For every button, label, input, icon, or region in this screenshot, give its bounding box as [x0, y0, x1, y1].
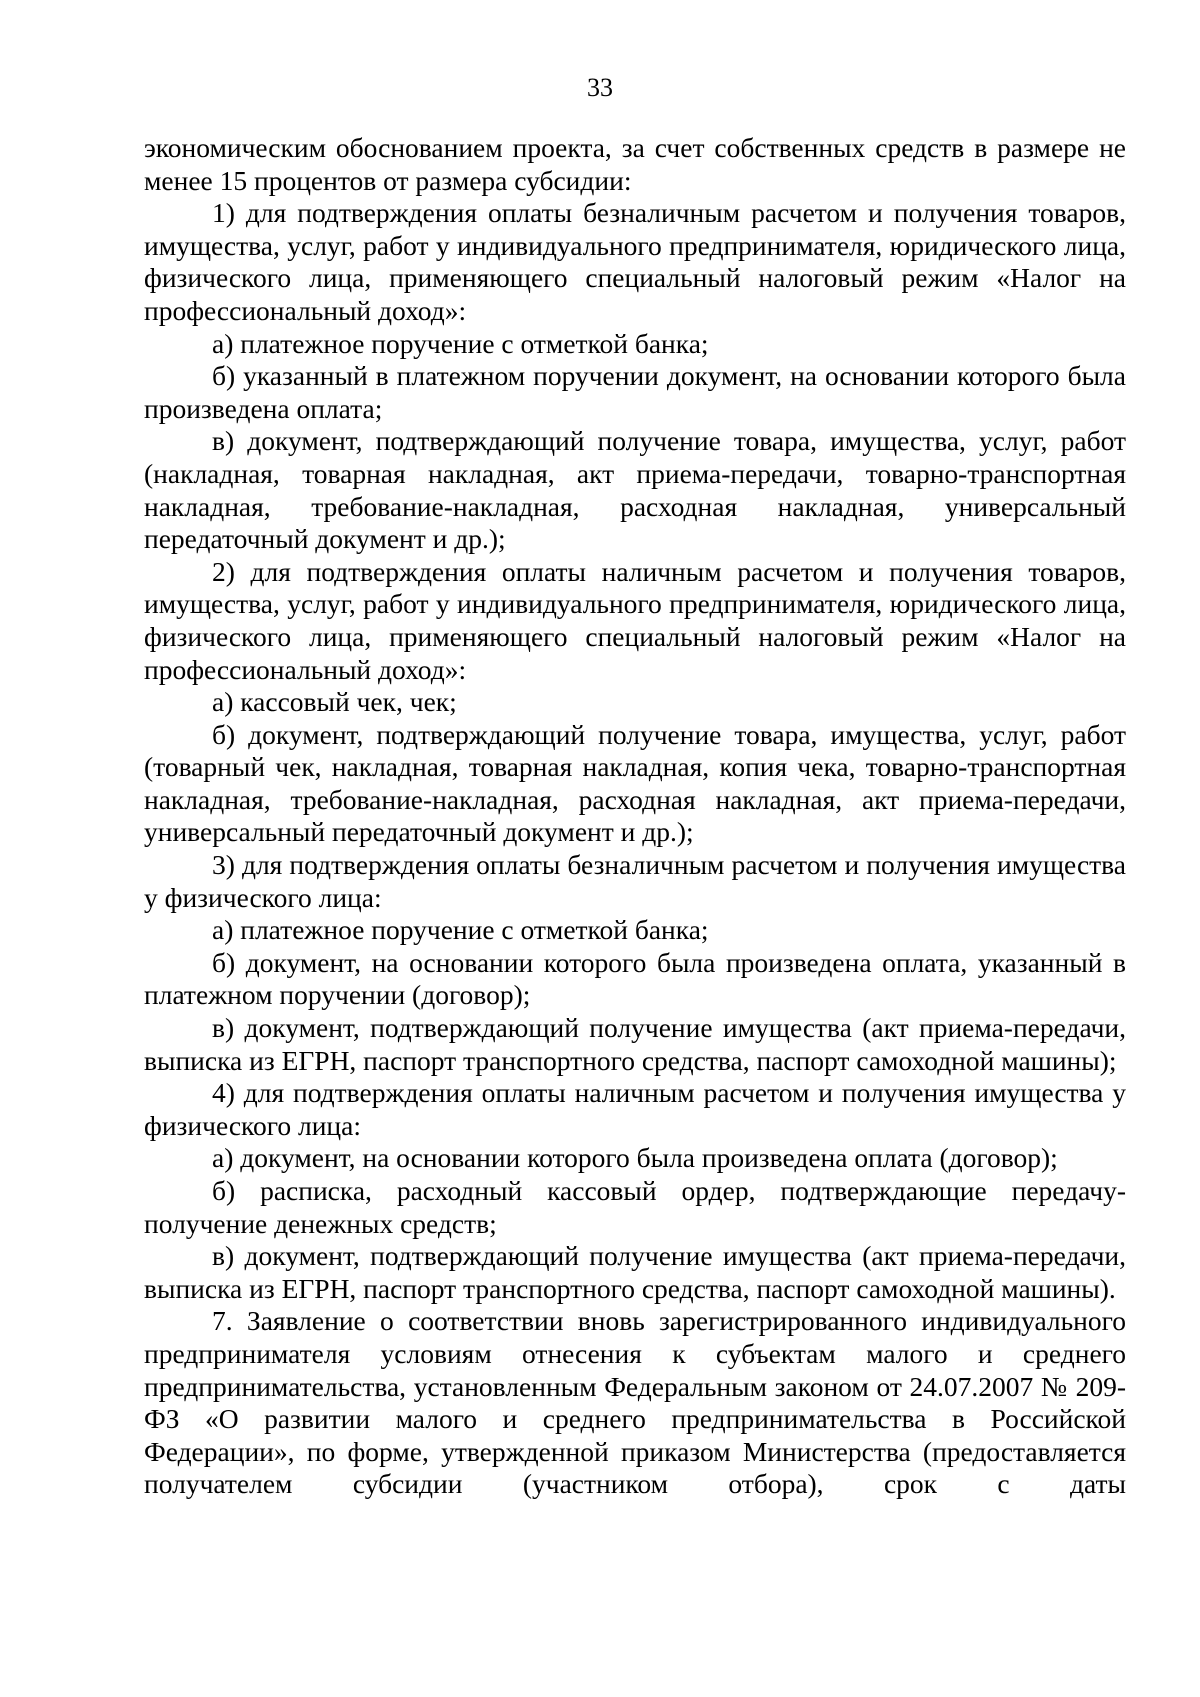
paragraph-item-2: 2) для подтверждения оплаты наличным расчетом и получения товаров, имущества, услуг, работ у индивидуального предпринимателя, юридического лица, физического лица, применяющего специальный налоговый режим «Налог на профессиональный доход»: — [144, 555, 1126, 685]
paragraph-item-3a: а) платежное поручение с отметкой банка; — [212, 914, 709, 946]
paragraph-item-2a: а) кассовый чек, чек; — [212, 686, 457, 718]
paragraph-section-7: 7. Заявление о соответствии вновь зарегистрированного индивидуального предпринимателя условиям отнесения к субъектам малого и среднего предпринимательства, установленным Федеральным законом от 24.07.2007 № 209-ФЗ «О развитии малого и среднего предпринимательства в Российской Федерации», по форме, утвержденной приказом Министерства (предоставляется получателем субсидии (участником отбора), срок с даты — [144, 1305, 1126, 1500]
paragraph-item-4: 4) для подтверждения оплаты наличным расчетом и получения имущества у физического лица: — [144, 1077, 1126, 1141]
paragraph-intro-continuation: экономическим обоснованием проекта, за счет собственных средств в размере не менее 15 процентов от размера субсидии: — [144, 132, 1126, 196]
paragraph-item-3v: в) документ, подтверждающий получение имущества (акт приема-передачи, выписка из ЕГРН, паспорт транспортного средства, паспорт самоходной машины); — [144, 1012, 1126, 1076]
paragraph-item-1b: б) указанный в платежном поручении документ, на основании которого была произведена оплата; — [144, 360, 1126, 424]
page-number: 33 — [587, 73, 613, 102]
paragraph-item-1: 1) для подтверждения оплаты безналичным расчетом и получения товаров, имущества, услуг, работ у индивидуального предпринимателя, юридического лица, физического лица, применяющего специальный налоговый режим «Налог на профессиональный доход»: — [144, 197, 1126, 326]
paragraph-item-4a: а) документ, на основании которого была произведена оплата (договор); — [212, 1142, 1058, 1174]
document-body — [144, 132, 1126, 1501]
paragraph-item-3b: б) документ, на основании которого была произведена оплата, указанный в платежном поручении (договор); — [144, 946, 1126, 1011]
paragraph-item-4b: б) расписка, расходный кассовый ордер, подтверждающие передачу-получение денежных средств; — [144, 1175, 1126, 1239]
paragraph-item-1v: в) документ, подтверждающий получение товара, имущества, услуг, работ (накладная, товарная накладная, акт приема-передачи, товарно-транспортная накладная, требование-накладная, расходная накладная, универсальный передаточный документ и др.); — [144, 425, 1126, 555]
paragraph-item-2b: б) документ, подтверждающий получение товара, имущества, услуг, работ (товарный чек, накладная, товарная накладная, копия чека, товарно-транспортная накладная, требование-накладная, расходная накладная, акт приема-передачи, универсальный передаточный документ и др.); — [144, 718, 1126, 848]
paragraph-item-3: 3) для подтверждения оплаты безналичным расчетом и получения имущества у физического лица: — [144, 849, 1126, 913]
paragraph-item-4v: в) документ, подтверждающий получение имущества (акт приема-передачи, выписка из ЕГРН, паспорт транспортного средства, паспорт самоходной машины). — [144, 1240, 1126, 1304]
paragraph-item-1a: а) платежное поручение с отметкой банка; — [212, 327, 709, 359]
